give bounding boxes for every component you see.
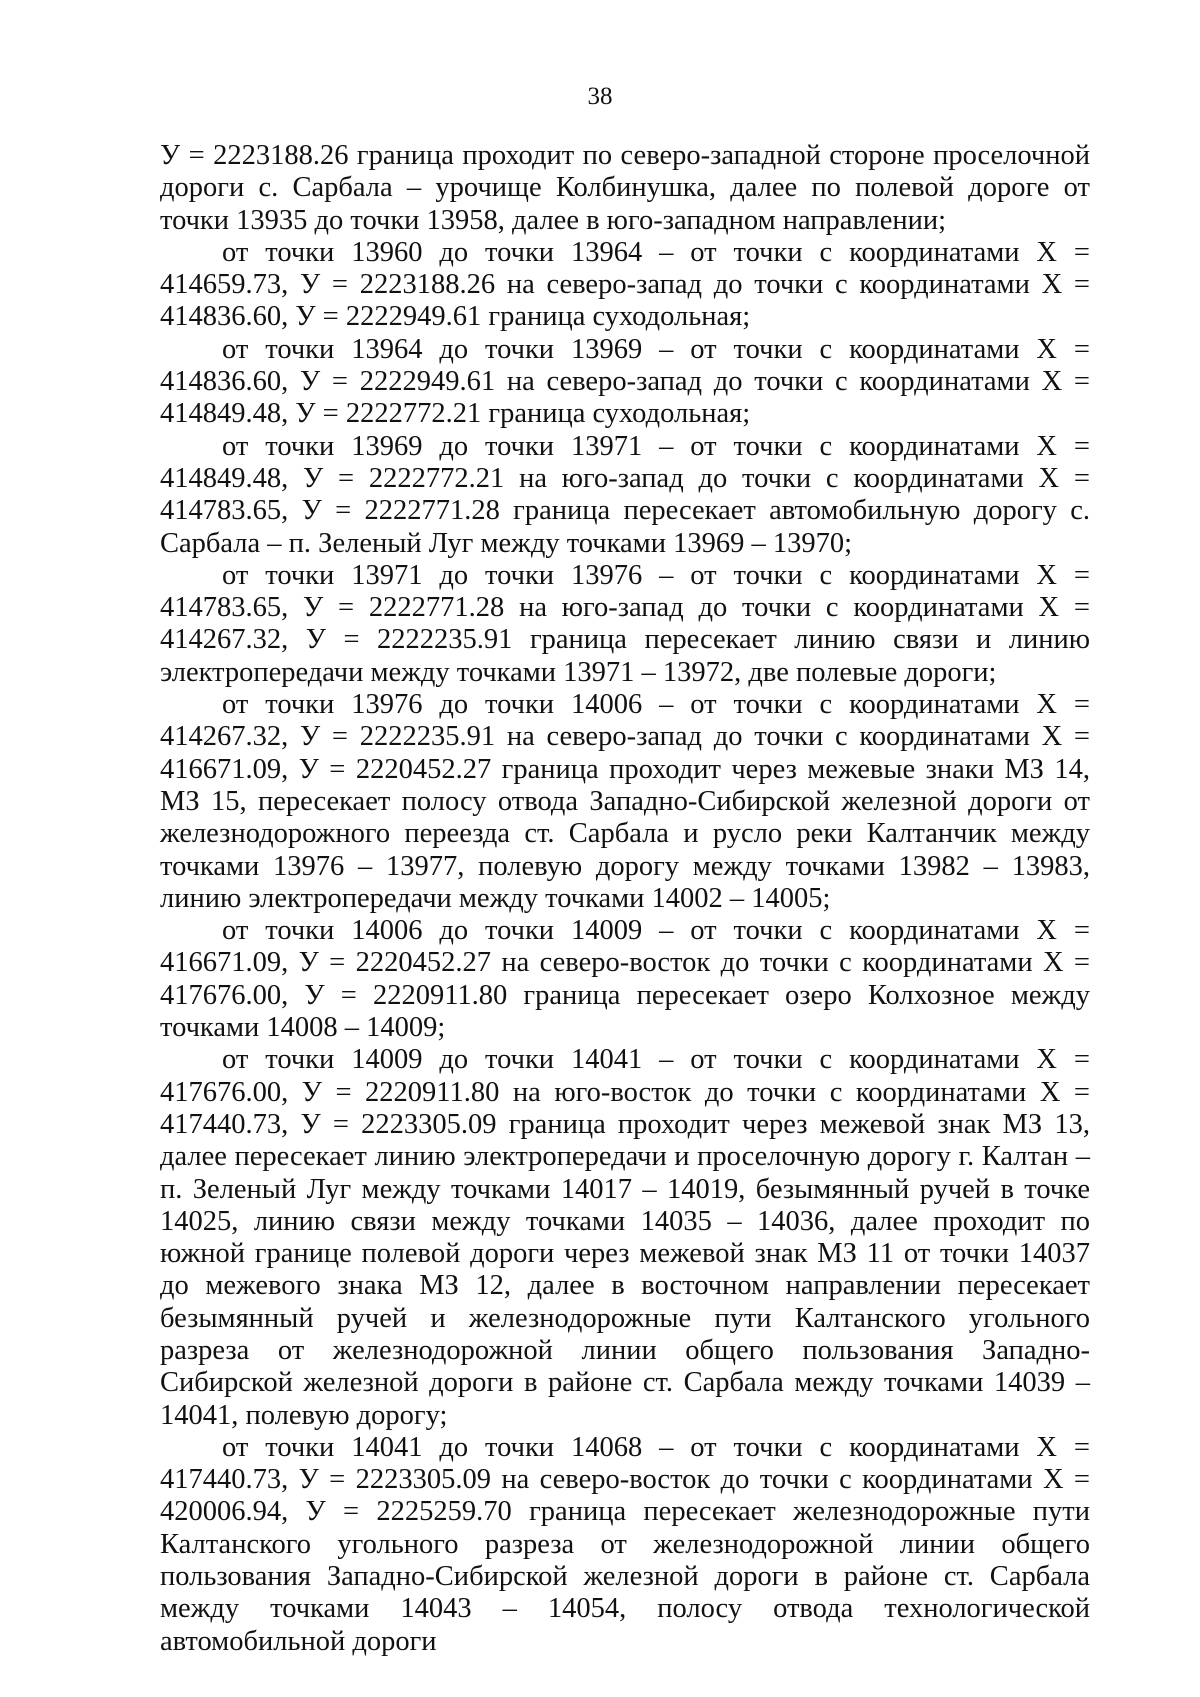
body-text: [160, 140, 1090, 1658]
page-number: 38: [587, 83, 613, 110]
paragraph-4: от точки 13969 до точки 13971 – от точки с координатами Х = 414849.48, У = 2222772.21 на юго-запад до точки с координатами Х = 414783.65, У = 2222771.28 граница пересекает автомобильную дорогу с. Сарбала – п. Зеленый Луг между точками 13969 – 13970;: [160, 430, 1090, 559]
paragraph-1: У = 2223188.26 граница проходит по северо-западной стороне проселочной дороги с. Сарбала – урочище Колбинушка, далее по полевой дороге от точки 13935 до точки 13958, далее в юго-западном направлении;: [160, 140, 1090, 236]
paragraph-8: от точки 14009 до точки 14041 – от точки с координатами Х = 417676.00, У = 2220911.80 на юго-восток до точки с координатами Х = 417440.73, У = 2223305.09 граница проходит через межевой знак МЗ 13, далее пересекает линию электропередачи и проселочную дорогу г. Калтан – п. Зеленый Луг между точками 14017 – 14019, безымянный ручей в точке 14025, линию связи между точками 14035 – 14036, далее проходит по южной границе полевой дороги через межевой знак МЗ 11 от точки 14037 до межевого знака МЗ 12, далее в восточном направлении пересекает безымянный ручей и железнодорожные пути Калтанского угольного разреза от железнодорожной линии общего пользования Западно-Сибирской железной дороги в районе ст. Сарбала между точками 14039 – 14041, полевую дорогу;: [160, 1044, 1090, 1431]
paragraph-9: от точки 14041 до точки 14068 – от точки с координатами Х = 417440.73, У = 2223305.09 на северо-восток до точки с координатами Х = 420006.94, У = 2225259.70 граница пересекает железнодорожные пути Калтанского угольного разреза от железнодорожной линии общего пользования Западно-Сибирской железной дороги в районе ст. Сарбала между точками 14043 – 14054, полосу отвода технологической автомобильной дороги: [160, 1431, 1090, 1657]
paragraph-3: от точки 13964 до точки 13969 – от точки с координатами Х = 414836.60, У = 2222949.61 на северо-запад до точки с координатами Х = 414849.48, У = 2222772.21 граница суходольная;: [160, 333, 1090, 430]
paragraph-6: от точки 13976 до точки 14006 – от точки с координатами Х = 414267.32, У = 2222235.91 на северо-запад до точки с координатами Х = 416671.09, У = 2220452.27 граница проходит через межевые знаки МЗ 14, МЗ 15, пересекает полосу отвода Западно-Сибирской железной дороги от железнодорожного переезда ст. Сарбала и русло реки Калтанчик между точками 13976 – 13977, полевую дорогу между точками 13982 – 13983, линию электропередачи между точками 14002 – 14005;: [160, 689, 1090, 914]
paragraph-2: от точки 13960 до точки 13964 – от точки с координатами Х = 414659.73, У = 2223188.26 на северо-запад до точки с координатами Х = 414836.60, У = 2222949.61 граница суходольная;: [160, 236, 1090, 333]
paragraph-7: от точки 14006 до точки 14009 – от точки с координатами Х = 416671.09, У = 2220452.27 на северо-восток до точки с координатами Х = 417676.00, У = 2220911.80 граница пересекает озеро Колхозное между точками 14008 – 14009;: [160, 915, 1090, 1044]
paragraph-5: от точки 13971 до точки 13976 – от точки с координатами Х = 414783.65, У = 2222771.28 на юго-запад до точки с координатами Х = 414267.32, У = 2222235.91 граница пересекает линию связи и линию электропередачи между точками 13971 – 13972, две полевые дороги;: [160, 559, 1090, 688]
